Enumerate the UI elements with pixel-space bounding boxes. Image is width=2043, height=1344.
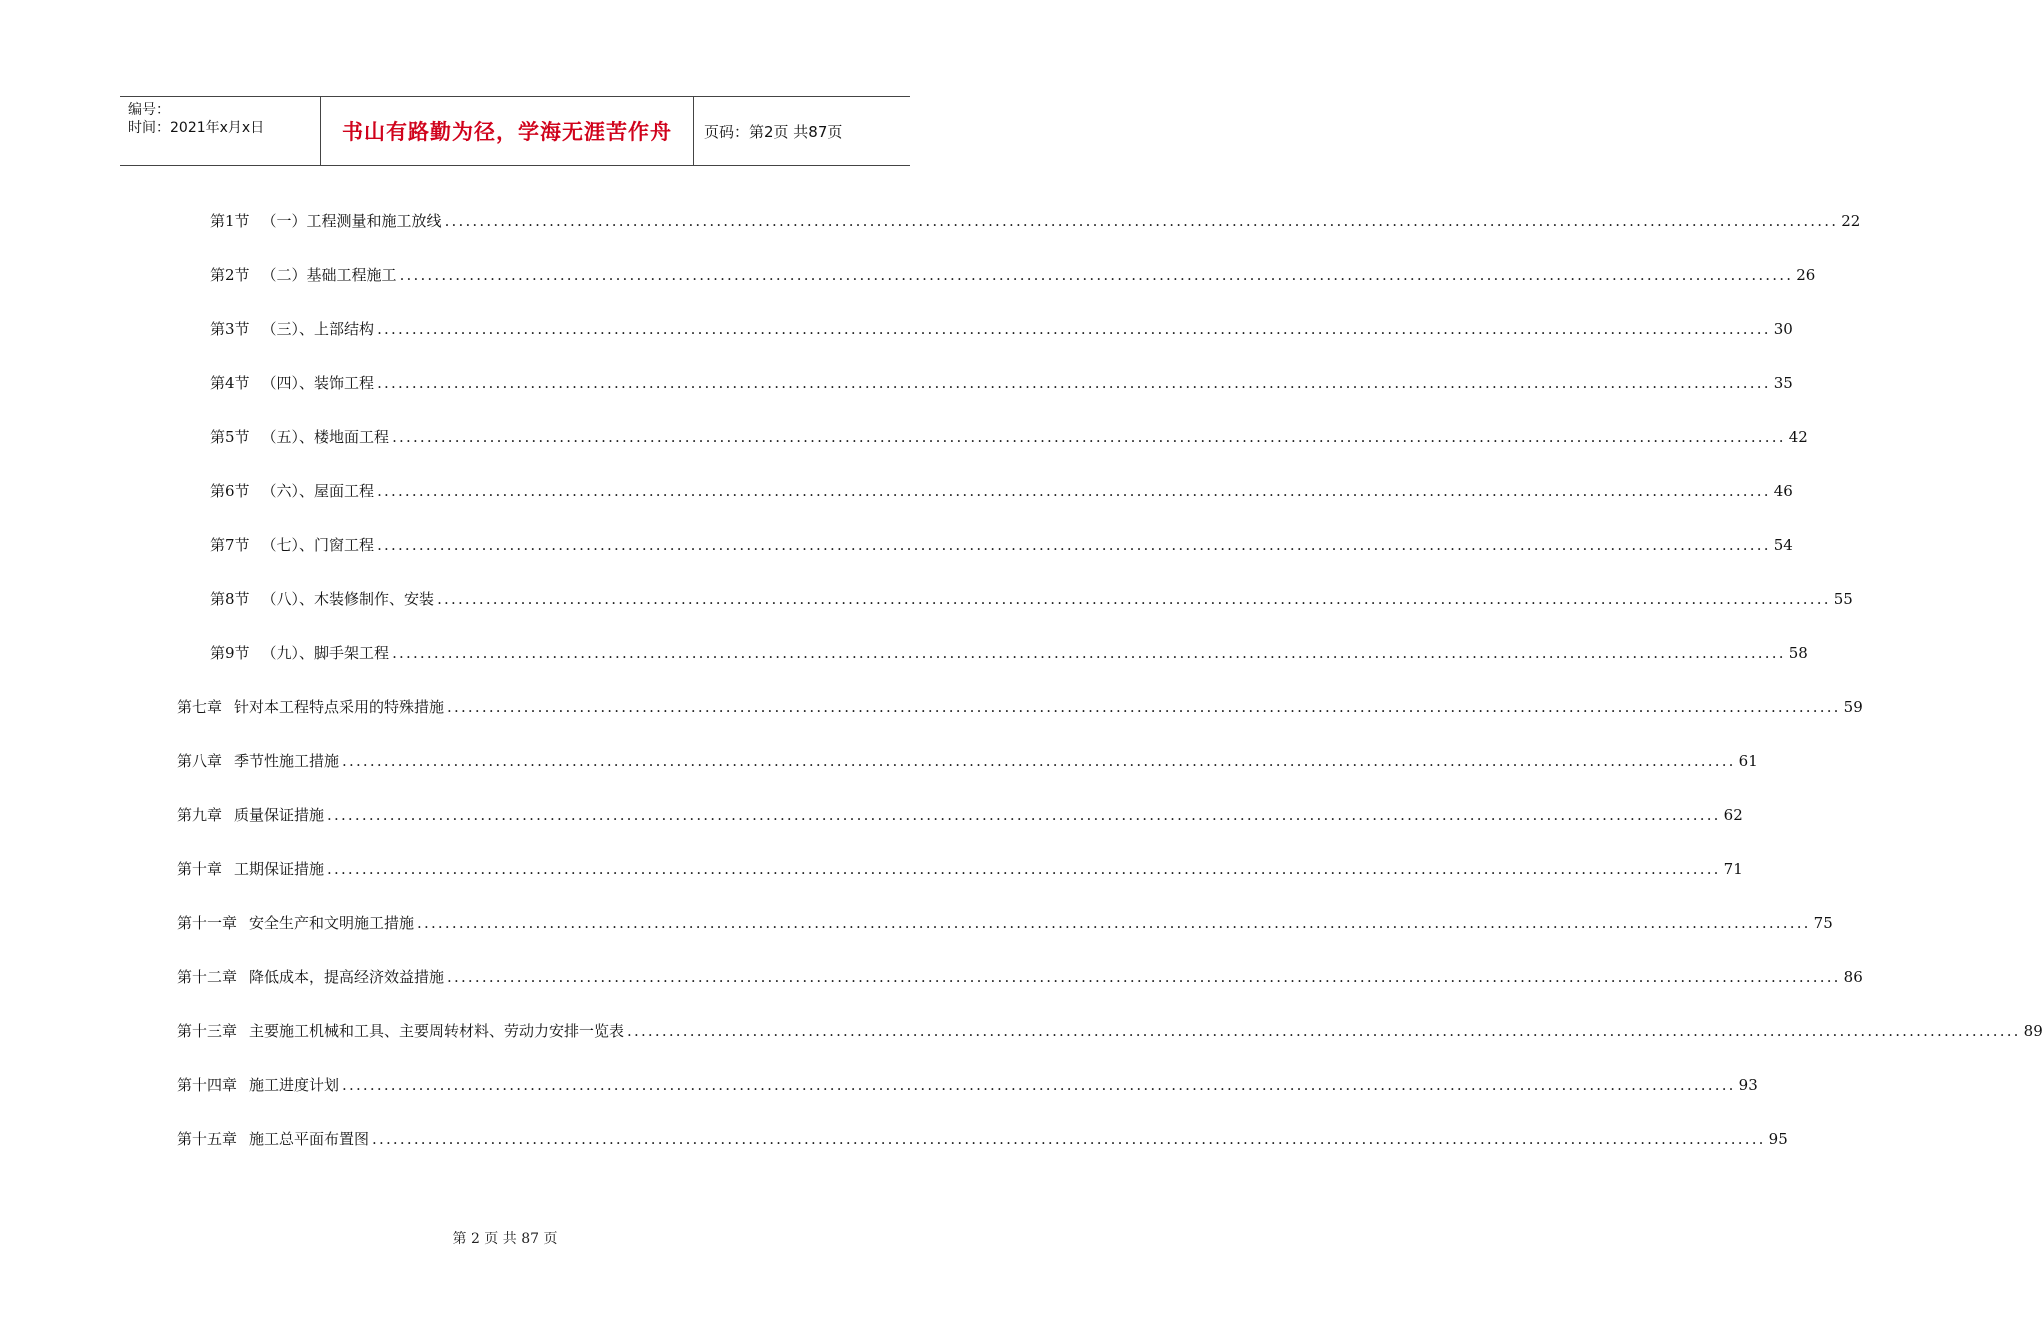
toc-dot-leader: ........................................................................................................................................................................................................ bbox=[437, 590, 1831, 608]
toc-entry-number: 第7节 bbox=[210, 536, 250, 554]
header-page-info: 页码：第2页 共87页 bbox=[704, 122, 843, 141]
toc-dot-leader: ........................................................................................................................................................................................................ bbox=[417, 914, 1811, 932]
toc-entry-number: 第八章 bbox=[177, 752, 223, 770]
toc-entry-number: 第十二章 bbox=[177, 968, 238, 986]
toc-entry-title: （八）、木装修制作、安装 bbox=[261, 590, 435, 608]
toc-entry[interactable] bbox=[210, 261, 1816, 285]
toc-entry-number: 第九章 bbox=[177, 806, 223, 824]
toc-entry-page: 30 bbox=[1773, 320, 1793, 338]
toc-entry[interactable] bbox=[210, 531, 1793, 555]
toc-entry-number: 第9节 bbox=[210, 644, 250, 662]
toc-entry-title: （二）基础工程施工 bbox=[261, 266, 397, 284]
toc-entry-number: 第七章 bbox=[177, 698, 223, 716]
toc-entry[interactable] bbox=[210, 369, 1793, 393]
toc-entry-number: 第8节 bbox=[210, 590, 250, 608]
toc-entry[interactable] bbox=[210, 585, 1853, 609]
toc-entry-title: （七）、门窗工程 bbox=[261, 536, 375, 554]
toc-dot-leader: ........................................................................................................................................................................................................ bbox=[342, 752, 1736, 770]
toc-entry-page: 71 bbox=[1723, 860, 1743, 878]
toc-entry[interactable] bbox=[177, 855, 1743, 879]
toc-entry-title: （三）、上部结构 bbox=[261, 320, 375, 338]
toc-entry-page: 62 bbox=[1723, 806, 1743, 824]
toc-entry[interactable] bbox=[177, 963, 1863, 987]
toc-dot-leader: ........................................................................................................................................................................................................ bbox=[447, 968, 1841, 986]
toc-entry-number: 第3节 bbox=[210, 320, 250, 338]
toc-entry-page: 93 bbox=[1738, 1076, 1758, 1094]
toc-entry-number: 第2节 bbox=[210, 266, 250, 284]
toc-entry[interactable] bbox=[177, 747, 1758, 771]
toc-dot-leader: ........................................................................................................................................................................................................ bbox=[399, 266, 1794, 284]
toc-entry[interactable] bbox=[210, 639, 1808, 663]
header-motto: 书山有路勤为径，学海无涯苦作舟 bbox=[321, 97, 694, 165]
toc-entry-page: 95 bbox=[1768, 1130, 1788, 1148]
document-number-label: 编号： bbox=[128, 102, 170, 118]
document-header bbox=[120, 96, 910, 166]
toc-entry[interactable] bbox=[210, 315, 1793, 339]
toc-entry-page: 26 bbox=[1796, 266, 1816, 284]
toc-entry-page: 35 bbox=[1773, 374, 1793, 392]
toc-dot-leader: ........................................................................................................................................................................................................ bbox=[377, 374, 1771, 392]
toc-entry[interactable] bbox=[177, 909, 1833, 933]
toc-entry-number: 第十四章 bbox=[177, 1076, 238, 1094]
toc-entry-page: 22 bbox=[1841, 212, 1861, 230]
toc-entry-page: 89 bbox=[2023, 1022, 2043, 1040]
header-meta-cell bbox=[120, 97, 321, 165]
toc-entry[interactable] bbox=[177, 1125, 1788, 1149]
toc-entry-title: 质量保证措施 bbox=[234, 806, 325, 824]
toc-dot-leader: ........................................................................................................................................................................................................ bbox=[342, 1076, 1736, 1094]
toc-entry-title: （一）工程测量和施工放线 bbox=[261, 212, 442, 230]
toc-entry-title: 施工进度计划 bbox=[249, 1076, 340, 1094]
toc-entry-title: （五）、楼地面工程 bbox=[261, 428, 390, 446]
toc-entry-page: 55 bbox=[1833, 590, 1853, 608]
toc-dot-leader: ........................................................................................................................................................................................................ bbox=[447, 698, 1841, 716]
toc-dot-leader: ........................................................................................................................................................................................................ bbox=[392, 644, 1786, 662]
toc-dot-leader: ........................................................................................................................................................................................................ bbox=[627, 1022, 2021, 1040]
toc-entry[interactable] bbox=[177, 1017, 2043, 1041]
toc-entry-number: 第十章 bbox=[177, 860, 223, 878]
toc-entry-page: 58 bbox=[1788, 644, 1808, 662]
toc-entry[interactable] bbox=[210, 423, 1808, 447]
toc-entry-number: 第十一章 bbox=[177, 914, 238, 932]
toc-entry-number: 第1节 bbox=[210, 212, 250, 230]
toc-entry-page: 86 bbox=[1843, 968, 1863, 986]
toc-dot-leader: ........................................................................................................................................................................................................ bbox=[372, 1130, 1766, 1148]
toc-entry[interactable] bbox=[177, 693, 1863, 717]
toc-entry-number: 第6节 bbox=[210, 482, 250, 500]
toc-entry-title: 主要施工机械和工具、主要周转材料、劳动力安排一览表 bbox=[249, 1022, 625, 1040]
toc-entry-number: 第4节 bbox=[210, 374, 250, 392]
toc-entry-page: 46 bbox=[1773, 482, 1793, 500]
toc-entry-title: 季节性施工措施 bbox=[234, 752, 340, 770]
toc-entry-number: 第十五章 bbox=[177, 1130, 238, 1148]
toc-entry-number: 第5节 bbox=[210, 428, 250, 446]
toc-entry-page: 54 bbox=[1773, 536, 1793, 554]
toc-dot-leader: ........................................................................................................................................................................................................ bbox=[392, 428, 1786, 446]
toc-dot-leader: ........................................................................................................................................................................................................ bbox=[327, 806, 1721, 824]
toc-entry-number: 第十三章 bbox=[177, 1022, 238, 1040]
toc-entry-title: 降低成本，提高经济效益措施 bbox=[249, 968, 445, 986]
toc-dot-leader: ........................................................................................................................................................................................................ bbox=[377, 536, 1771, 554]
toc-entry-title: 针对本工程特点采用的特殊措施 bbox=[234, 698, 445, 716]
toc-dot-leader: ........................................................................................................................................................................................................ bbox=[377, 320, 1771, 338]
toc-entry[interactable] bbox=[210, 477, 1793, 501]
toc-entry-page: 75 bbox=[1813, 914, 1833, 932]
toc-entry-title: （四）、装饰工程 bbox=[261, 374, 375, 392]
toc-entry-page: 59 bbox=[1843, 698, 1863, 716]
page-footer: 第 2 页 共 87 页 bbox=[452, 1231, 558, 1247]
toc-entry-page: 42 bbox=[1788, 428, 1808, 446]
toc-entry-title: 工期保证措施 bbox=[234, 860, 325, 878]
toc-entry[interactable] bbox=[210, 207, 1861, 231]
document-time-label: 时间：2021年x月x日 bbox=[128, 120, 265, 136]
toc-entry-title: 施工总平面布置图 bbox=[249, 1130, 370, 1148]
toc-entry-page: 61 bbox=[1738, 752, 1758, 770]
toc-dot-leader: ........................................................................................................................................................................................................ bbox=[327, 860, 1721, 878]
toc-entry[interactable] bbox=[177, 801, 1743, 825]
toc-entry-title: 安全生产和文明施工措施 bbox=[249, 914, 415, 932]
toc-entry[interactable] bbox=[177, 1071, 1758, 1095]
toc-dot-leader: ........................................................................................................................................................................................................ bbox=[444, 212, 1839, 230]
toc-entry-title: （九）、脚手架工程 bbox=[261, 644, 390, 662]
toc-entry-title: （六）、屋面工程 bbox=[261, 482, 375, 500]
toc-dot-leader: ........................................................................................................................................................................................................ bbox=[377, 482, 1771, 500]
